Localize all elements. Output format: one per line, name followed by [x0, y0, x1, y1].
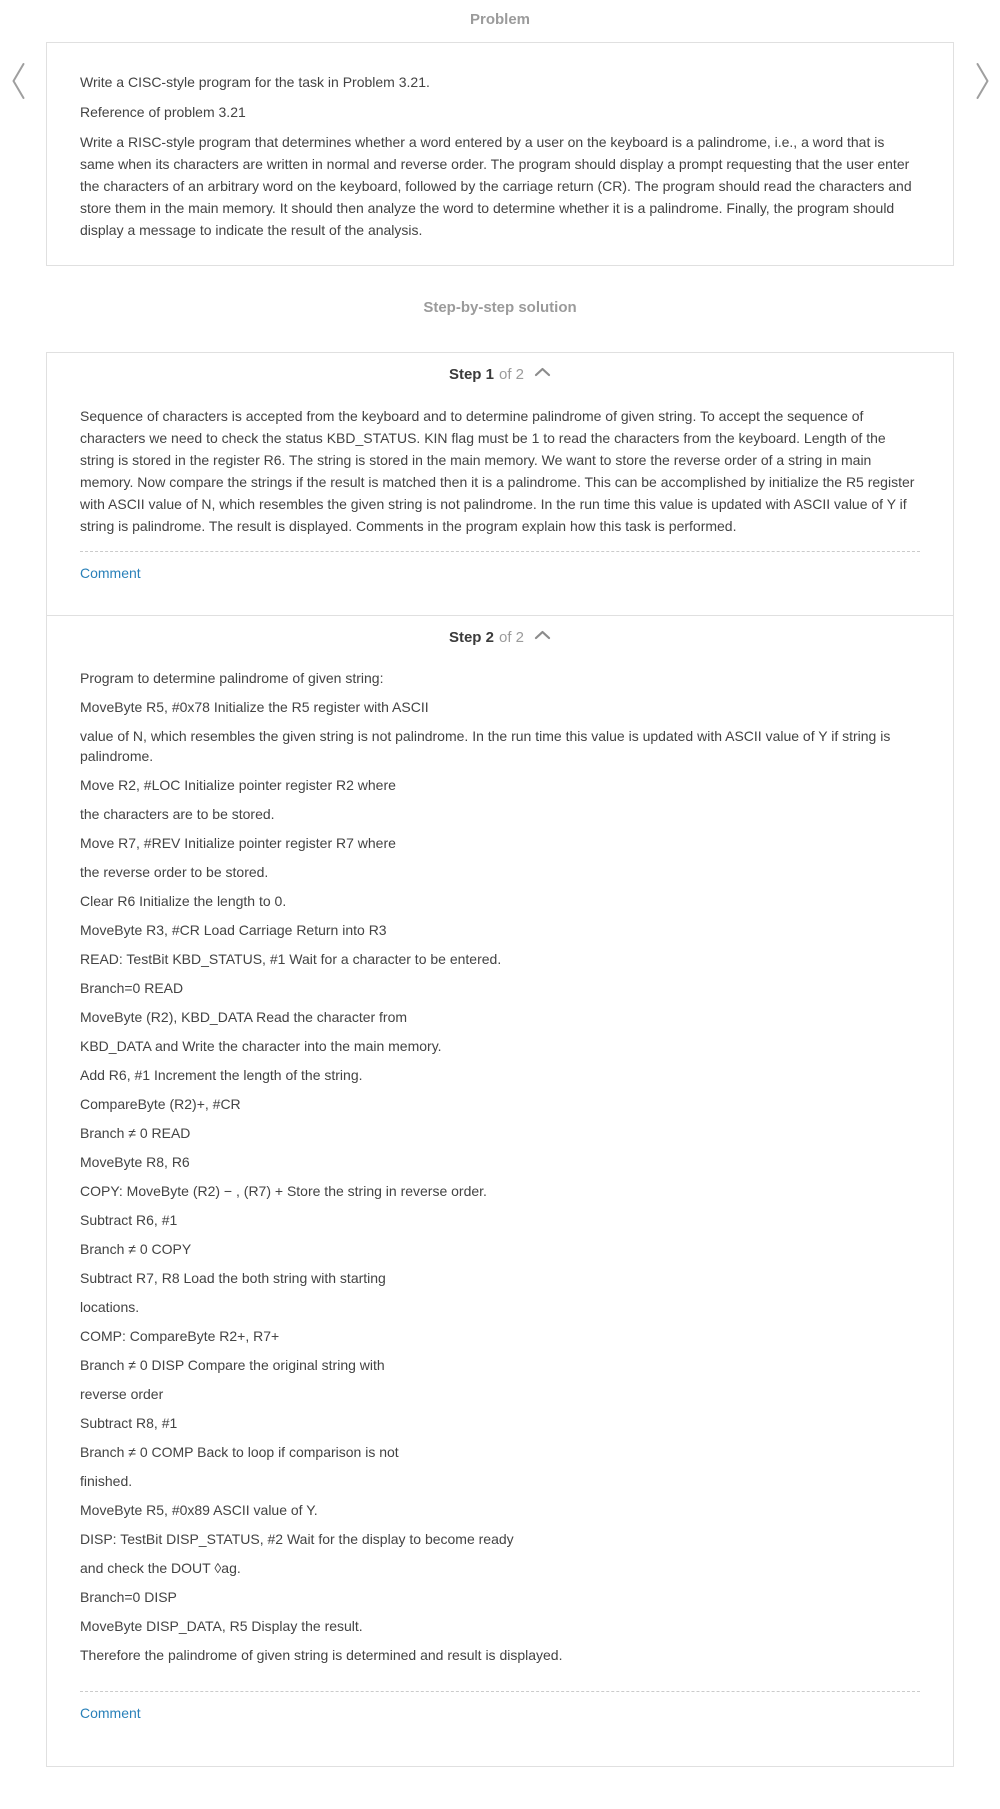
step-paragraph: MoveByte R5, #0x89 ASCII value of Y. — [80, 1502, 318, 1518]
step-paragraph: MoveByte R8, R6 — [80, 1154, 190, 1170]
prev-problem-button[interactable] — [4, 61, 32, 101]
step-paragraph: COMP: CompareByte R2+, R7+ — [80, 1328, 280, 1344]
comment-link[interactable]: Comment — [80, 565, 141, 581]
step-paragraph: Move R2, #LOC Initialize pointer register R2 where — [80, 777, 396, 793]
step-paragraph: Subtract R7, R8 Load the both string with starting — [80, 1270, 386, 1286]
step-paragraph: Branch ≠ 0 READ — [80, 1125, 191, 1141]
step-paragraph: Move R7, #REV Initialize pointer register R7 where — [80, 835, 396, 851]
chevron-left-icon — [11, 62, 26, 100]
step-paragraph: Add R6, #1 Increment the length of the string. — [80, 1067, 363, 1083]
solution-section-title: Step-by-step solution — [423, 299, 577, 316]
problem-paragraph: Write a RISC-style program that determines whether a word entered by a user on the keyboard is a palindrome, i.e., a word that is same when its characters are written in normal and reverse order. The program should display a prompt requesting that the user enter the characters of an arbitrary word on the keyboard, followed by the carriage return (CR). The program should read the characters and store them in the main memory. It should then analyze the word to determine whether it is a palindrome. Finally, the program should display a message to indicate the result of the analysis. — [80, 134, 912, 238]
step-paragraph: locations. — [80, 1299, 140, 1315]
step-count: of 2 — [498, 629, 525, 646]
step-paragraph: Subtract R8, #1 — [80, 1415, 178, 1431]
step-paragraph: the reverse order to be stored. — [80, 864, 269, 880]
dashed-divider — [80, 1691, 920, 1692]
step-paragraph: DISP: TestBit DISP_STATUS, #2 Wait for the display to become ready — [80, 1531, 514, 1547]
step-paragraph: and check the DOUT ◊ag. — [80, 1560, 241, 1576]
step-paragraph: MoveByte R5, #0x78 Initialize the R5 register with ASCII — [80, 699, 429, 715]
step-paragraph: Branch=0 DISP — [80, 1589, 177, 1605]
step-paragraph: Program to determine palindrome of given string: — [80, 670, 384, 686]
step-body — [80, 668, 920, 1665]
step-body — [80, 405, 920, 537]
step-label: Step 2 — [448, 629, 494, 646]
collapse-step-button[interactable] — [534, 630, 551, 640]
step-paragraph: MoveByte DISP_DATA, R5 Display the result. — [80, 1618, 363, 1634]
problem-section-title: Problem — [469, 11, 530, 28]
next-problem-button[interactable] — [968, 61, 996, 101]
step-paragraph: Subtract R6, #1 — [80, 1212, 178, 1228]
step-paragraph: Clear R6 Initialize the length to 0. — [80, 893, 287, 909]
problem-carousel — [0, 42, 1000, 266]
step-paragraph: MoveByte R3, #CR Load Carriage Return into R3 — [80, 922, 387, 938]
step-paragraph: Branch ≠ 0 COPY — [80, 1241, 192, 1257]
step-paragraph: READ: TestBit KBD_STATUS, #1 Wait for a character to be entered. — [80, 951, 502, 967]
chevron-up-icon — [534, 367, 551, 377]
step-paragraph: MoveByte (R2), KBD_DATA Read the character from — [80, 1009, 408, 1025]
chevron-up-icon — [534, 630, 551, 640]
step-count: of 2 — [498, 366, 525, 383]
problem-paragraph: Write a CISC-style program for the task in Problem 3.21. — [80, 74, 430, 90]
step-1-card — [46, 352, 954, 616]
step-paragraph: Branch ≠ 0 COMP Back to loop if comparison is not — [80, 1444, 399, 1460]
step-2-card — [46, 615, 954, 1767]
step-header — [80, 365, 920, 385]
step-paragraph: Sequence of characters is accepted from the keyboard and to determine palindrome of given string. To accept the sequence of characters we need to check the status KBD_STATUS. KIN flag must be 1 to read the characters from the keyboard. Length of the string is stored in the register R6. The string is stored in the main memory. We want to store the reverse order of a string in main memory. Now compare the strings if the result is matched then it is a palindrome. This can be accomplished by initialize the R5 register with ASCII value of N, which resembles the given string is not palindrome. In the run time this value is updated with ASCII value of Y if string is palindrome. The result is displayed. Comments in the program explain how this task is performed. — [80, 408, 915, 534]
problem-card — [46, 42, 954, 266]
step-paragraph: COPY: MoveByte (R2) − , (R7) + Store the string in reverse order. — [80, 1183, 487, 1199]
step-paragraph: value of N, which resembles the given string is not palindrome. In the run time this value is updated with ASCII value of Y if string is palindrome. — [80, 728, 891, 764]
dashed-divider — [80, 551, 920, 552]
step-paragraph: Branch ≠ 0 DISP Compare the original string with — [80, 1357, 385, 1373]
step-paragraph: KBD_DATA and Write the character into the main memory. — [80, 1038, 442, 1054]
problem-paragraph: Reference of problem 3.21 — [80, 104, 246, 120]
comment-link[interactable]: Comment — [80, 1705, 141, 1721]
step-paragraph: Therefore the palindrome of given string is determined and result is displayed. — [80, 1647, 563, 1663]
chevron-right-icon — [975, 62, 990, 100]
step-paragraph: finished. — [80, 1473, 133, 1489]
step-paragraph: CompareByte (R2)+, #CR — [80, 1096, 241, 1112]
collapse-step-button[interactable] — [534, 367, 551, 377]
step-paragraph: reverse order — [80, 1386, 164, 1402]
step-paragraph: Branch=0 READ — [80, 980, 184, 996]
step-header — [80, 628, 920, 648]
step-paragraph: the characters are to be stored. — [80, 806, 275, 822]
step-label: Step 1 — [448, 366, 494, 383]
